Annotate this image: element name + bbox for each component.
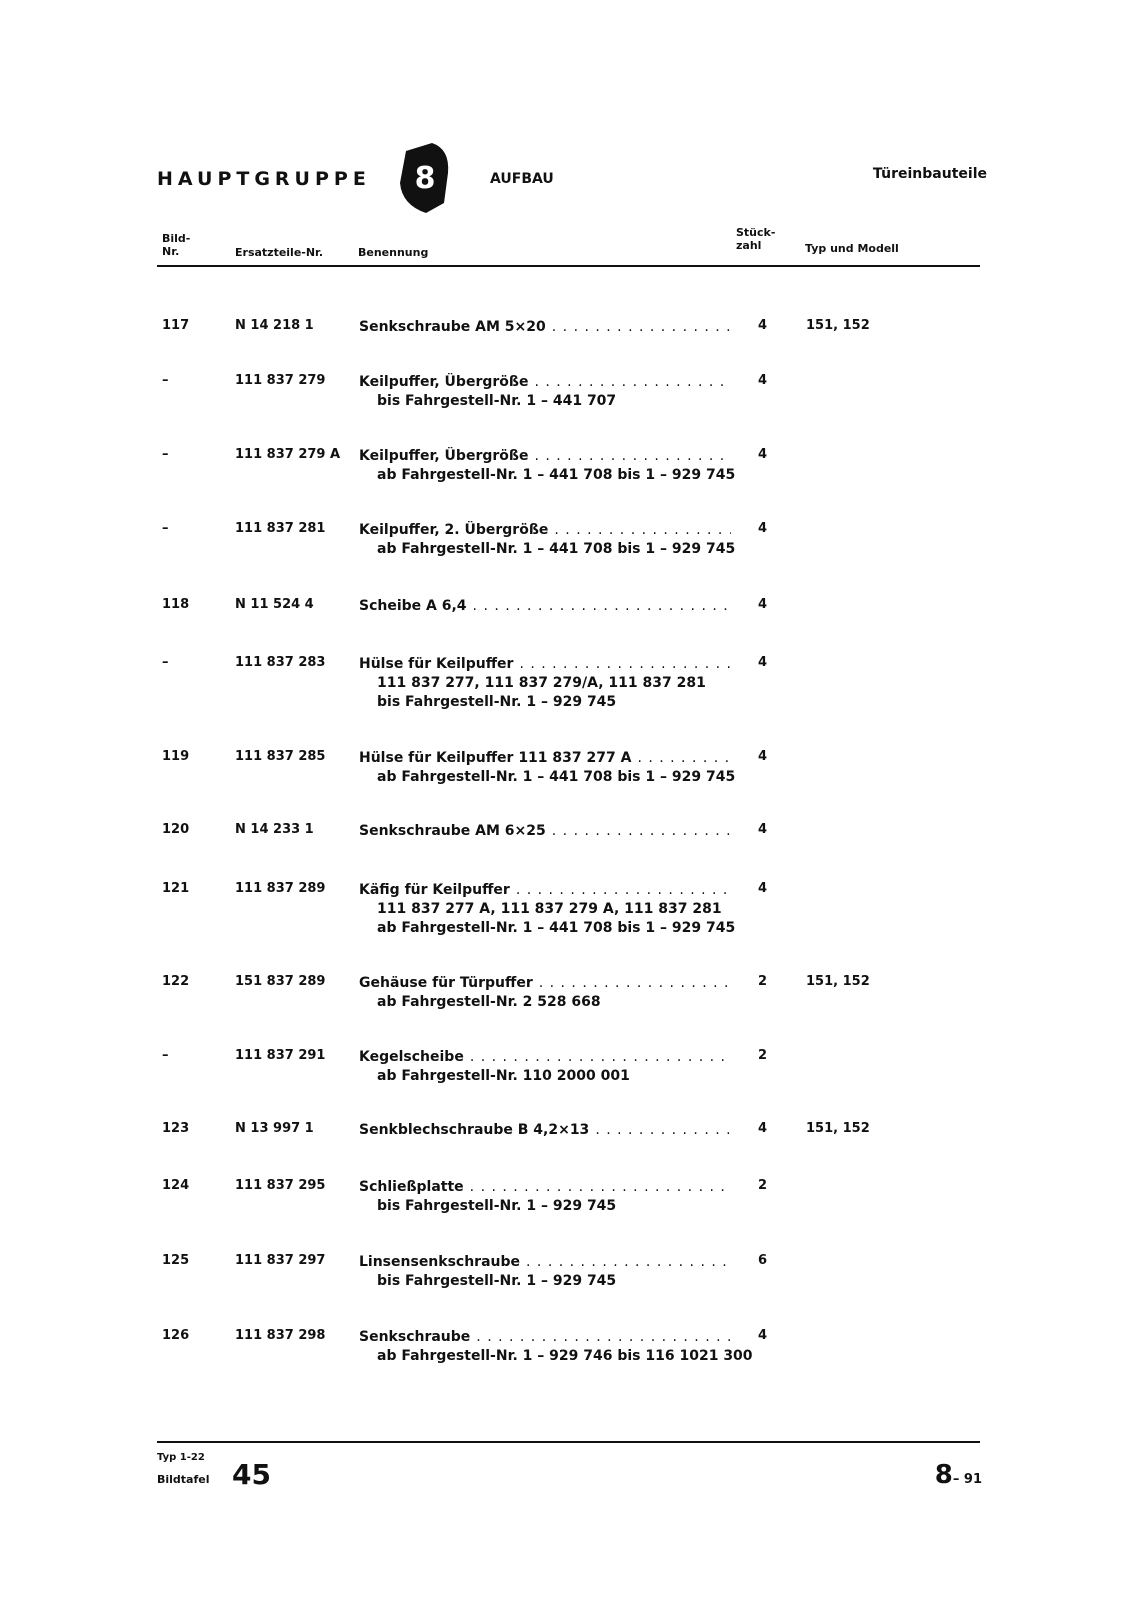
row-part-number: 111 837 279 <box>235 373 326 388</box>
row-name: Gehäuse für Türpuffer <box>359 975 533 991</box>
row-description <box>359 1253 731 1291</box>
col-header-stueck-line2: zahl <box>736 239 762 252</box>
row-quantity: 4 <box>758 447 768 462</box>
row-quantity: 4 <box>758 597 768 612</box>
table-row <box>0 447 1132 507</box>
row-detail-line: bis Fahrgestell-Nr. 1 – 441 707 <box>377 393 617 409</box>
row-description <box>359 521 736 559</box>
row-description <box>359 822 731 841</box>
row-description <box>359 1121 731 1140</box>
row-part-number: 111 837 283 <box>235 655 326 670</box>
table-row <box>0 373 1132 433</box>
row-bild-nr: 121 <box>162 881 190 896</box>
row-part-number: N 14 218 1 <box>235 318 314 333</box>
row-detail-line: ab Fahrgestell-Nr. 1 – 441 708 bis 1 – 929 745 <box>377 769 736 785</box>
dot-leader <box>519 655 731 674</box>
row-typ-modell: 151, 152 <box>806 974 870 989</box>
row-bild-nr: 117 <box>162 318 190 333</box>
row-quantity: 2 <box>758 1178 768 1193</box>
row-bild-nr: – <box>162 373 169 388</box>
row-detail-line: bis Fahrgestell-Nr. 1 – 929 745 <box>377 1198 617 1214</box>
row-part-number: 151 837 289 <box>235 974 326 989</box>
group-number: 8 <box>414 161 436 196</box>
row-quantity: 4 <box>758 521 768 536</box>
header-divider <box>157 265 980 267</box>
footer-page-number <box>935 1460 982 1490</box>
row-name: Keilpuffer, Übergröße <box>359 448 529 464</box>
row-quantity: 4 <box>758 655 768 670</box>
row-detail-line: 111 837 277 A, 111 837 279 A, 111 837 281 <box>377 901 722 917</box>
row-bild-nr: – <box>162 655 169 670</box>
row-part-number: 111 837 281 <box>235 521 326 536</box>
row-part-number: N 13 997 1 <box>235 1121 314 1136</box>
subsection-title: Türeinbauteile <box>872 166 987 182</box>
table-row <box>0 749 1132 809</box>
row-name: Senkblechschraube B 4,2×13 <box>359 1122 590 1138</box>
row-bild-nr: 120 <box>162 822 190 837</box>
row-detail-line: ab Fahrgestell-Nr. 2 528 668 <box>377 994 601 1010</box>
row-name: Senkschraube AM 5×20 <box>359 319 546 335</box>
row-description <box>359 597 731 616</box>
row-detail-line: ab Fahrgestell-Nr. 110 2000 001 <box>377 1068 630 1084</box>
dot-leader <box>534 447 731 466</box>
table-row <box>0 655 1132 715</box>
row-quantity: 4 <box>758 373 768 388</box>
dot-leader <box>470 1178 731 1197</box>
row-bild-nr: 123 <box>162 1121 190 1136</box>
row-name: Senkschraube AM 6×25 <box>359 823 546 839</box>
row-bild-nr: – <box>162 521 169 536</box>
table-row <box>0 1048 1132 1108</box>
row-name: Keilpuffer, 2. Übergröße <box>359 522 549 538</box>
footer-bildtafel-number: 45 <box>232 1458 271 1491</box>
row-description <box>359 318 731 337</box>
table-row <box>0 881 1132 941</box>
row-part-number: 111 837 289 <box>235 881 326 896</box>
dot-leader <box>473 597 731 616</box>
dot-leader <box>470 1048 731 1067</box>
row-description <box>359 1328 753 1366</box>
row-quantity: 4 <box>758 881 768 896</box>
row-description <box>359 373 731 411</box>
row-name: Schließplatte <box>359 1179 464 1195</box>
footer-typ: Typ 1-22 <box>157 1452 205 1463</box>
table-row <box>0 318 1132 378</box>
row-part-number: 111 837 279 A <box>235 447 341 462</box>
row-bild-nr: – <box>162 1048 169 1063</box>
row-name: Scheibe A 6,4 <box>359 598 467 614</box>
row-quantity: 2 <box>758 974 768 989</box>
row-quantity: 4 <box>758 1121 768 1136</box>
row-description <box>359 749 736 787</box>
dot-leader <box>516 881 731 900</box>
row-description <box>359 974 731 1012</box>
row-description <box>359 447 736 485</box>
footer-bildtafel-label: Bildtafel <box>157 1473 210 1486</box>
section-title: AUFBAU <box>490 171 554 187</box>
row-quantity: 4 <box>758 749 768 764</box>
row-name: Hülse für Keilpuffer 111 837 277 A <box>359 750 632 766</box>
table-row <box>0 974 1132 1034</box>
dot-leader <box>539 974 731 993</box>
row-typ-modell: 151, 152 <box>806 1121 870 1136</box>
col-header-bild-line1: Bild- <box>162 232 191 245</box>
dot-leader <box>554 521 731 540</box>
row-name: Hülse für Keilpuffer <box>359 656 514 672</box>
row-quantity: 4 <box>758 822 768 837</box>
col-header-typ: Typ und Modell <box>805 242 899 255</box>
badge-shape-icon <box>398 143 450 213</box>
row-name: Käfig für Keilpuffer <box>359 882 510 898</box>
row-detail-line: bis Fahrgestell-Nr. 1 – 929 745 <box>377 694 617 710</box>
row-bild-nr: 118 <box>162 597 190 612</box>
row-part-number: 111 837 297 <box>235 1253 326 1268</box>
table-row <box>0 1121 1132 1181</box>
row-bild-nr: 126 <box>162 1328 190 1343</box>
group-number-badge <box>398 143 450 213</box>
table-row <box>0 1178 1132 1238</box>
dot-leader <box>552 318 731 337</box>
col-header-ersatzteile: Ersatzteile-Nr. <box>235 246 324 259</box>
table-row <box>0 1253 1132 1313</box>
row-description <box>359 655 731 712</box>
row-name: Senkschraube <box>359 1329 471 1345</box>
col-header-benennung: Benennung <box>358 246 429 259</box>
dot-leader <box>476 1328 731 1347</box>
dot-leader <box>552 822 731 841</box>
row-quantity: 2 <box>758 1048 768 1063</box>
row-description <box>359 1048 731 1086</box>
dot-leader <box>526 1253 731 1272</box>
row-detail-line: ab Fahrgestell-Nr. 1 – 441 708 bis 1 – 929 745 <box>377 920 736 936</box>
row-part-number: 111 837 298 <box>235 1328 326 1343</box>
row-bild-nr: 122 <box>162 974 190 989</box>
dot-leader <box>534 373 731 392</box>
row-quantity: 4 <box>758 1328 768 1343</box>
row-detail-line: bis Fahrgestell-Nr. 1 – 929 745 <box>377 1273 617 1289</box>
row-detail-line: ab Fahrgestell-Nr. 1 – 441 708 bis 1 – 929 745 <box>377 541 736 557</box>
row-bild-nr: 119 <box>162 749 190 764</box>
col-header-stueckzahl <box>736 226 775 252</box>
row-part-number: 111 837 285 <box>235 749 326 764</box>
table-row <box>0 521 1132 581</box>
row-detail-line: ab Fahrgestell-Nr. 1 – 929 746 bis 116 1021 300 <box>377 1348 753 1364</box>
table-row <box>0 597 1132 657</box>
row-part-number: 111 837 295 <box>235 1178 326 1193</box>
group-label: HAUPTGRUPPE <box>157 168 371 190</box>
row-quantity: 6 <box>758 1253 768 1268</box>
col-header-bild-line2: Nr. <box>162 245 180 258</box>
row-name: Linsensenkschraube <box>359 1254 521 1270</box>
row-description <box>359 881 736 938</box>
table-row <box>0 1328 1132 1388</box>
row-name: Keilpuffer, Übergröße <box>359 374 529 390</box>
page-sub: – 91 <box>952 1472 982 1487</box>
row-quantity: 4 <box>758 318 768 333</box>
row-description <box>359 1178 731 1216</box>
dot-leader <box>637 749 731 768</box>
col-header-stueck-line1: Stück- <box>736 226 776 239</box>
dot-leader <box>595 1121 731 1140</box>
row-part-number: N 11 524 4 <box>235 597 314 612</box>
table-row <box>0 822 1132 882</box>
row-part-number: N 14 233 1 <box>235 822 314 837</box>
row-name: Kegelscheibe <box>359 1049 464 1065</box>
row-detail-line: ab Fahrgestell-Nr. 1 – 441 708 bis 1 – 929 745 <box>377 467 736 483</box>
row-part-number: 111 837 291 <box>235 1048 326 1063</box>
row-bild-nr: 124 <box>162 1178 190 1193</box>
row-detail-line: 111 837 277, 111 837 279/A, 111 837 281 <box>377 675 706 691</box>
row-bild-nr: 125 <box>162 1253 190 1268</box>
page-main: 8 <box>934 1460 953 1490</box>
row-typ-modell: 151, 152 <box>806 318 870 333</box>
footer-divider <box>157 1441 980 1443</box>
col-header-bild <box>162 232 190 258</box>
row-bild-nr: – <box>162 447 169 462</box>
